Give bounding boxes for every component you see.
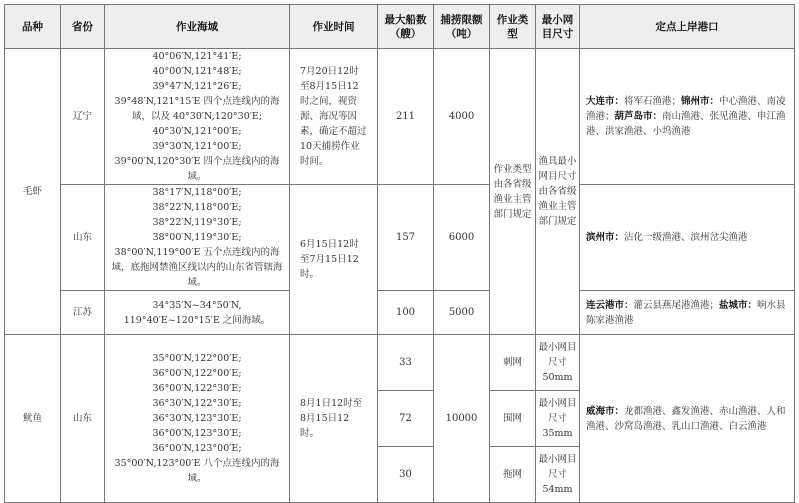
header-row <box>5 5 795 49</box>
ships-cell: 100 <box>378 291 434 335</box>
ports-cell <box>580 335 795 503</box>
ships-cell: 211 <box>378 49 434 185</box>
port-city: 葫芦岛市： <box>614 111 663 122</box>
mesh-cell: 渔具最小网目尺寸由各省级渔业主管部门规定 <box>536 49 580 335</box>
time-cell: 7月20日12时至8月15日12时之间，视资源、海况等因素，确定不超过10天捕捞作业时间。 <box>290 49 378 185</box>
mesh-cell: 最小网目尺寸54mm <box>536 447 580 503</box>
port-city: 大连市： <box>586 96 625 107</box>
area-cell: 35°00′N,122°00′E; 36°00′N,122°00′E; 36°00′N,122°30′E; 36°30′N,122°30′E; 36°30′N,123°30′E; 36°00′N,123°30′E; 36°00′N,123°00′E; 35°00′N,123°00′E 八个点连线内的海域。 <box>105 335 290 503</box>
area-cell: 34°35′N~34°50′N, 119°40′E~120°15′E 之间海域。 <box>105 291 290 335</box>
mesh-cell: 最小网目尺寸50mm <box>536 335 580 391</box>
ships-cell: 72 <box>378 391 434 447</box>
quota-cell: 10000 <box>434 335 490 503</box>
ports-cell <box>580 291 795 335</box>
port-city: 滨州市： <box>586 232 625 243</box>
port-list: 龙都渔港、鑫发渔港、赤山渔港、人和渔港、沙窝岛渔港、乳山口渔港、白云渔港 <box>586 405 786 432</box>
work-type-cell: 作业类型由各省级渔业主管部门规定 <box>490 49 536 335</box>
port-city: 锦州市： <box>681 96 720 107</box>
mesh-cell: 最小网目尺寸35mm <box>536 391 580 447</box>
header-species: 品种 <box>5 5 61 49</box>
quota-cell: 5000 <box>434 291 490 335</box>
quota-cell: 4000 <box>434 49 490 185</box>
work-type-cell: 刺网 <box>490 335 536 391</box>
area-cell: 38°17′N,118°00′E; 38°22′N,118°00′E; 38°22′N,119°30′E; 38°00′N,119°30′E; 38°00′N,119°00′E 五个点连线内的海域，底拖网禁渔区线以内的山东省管辖海域。 <box>105 185 290 291</box>
header-ports: 定点上岸港口 <box>580 5 795 49</box>
work-type-cell: 拖网 <box>490 447 536 503</box>
port-city: 盐城市： <box>719 299 758 311</box>
ships-cell: 33 <box>378 335 434 391</box>
work-type-cell: 围网 <box>490 391 536 447</box>
table-row <box>5 335 795 391</box>
header-time: 作业时间 <box>290 5 378 49</box>
header-quota: 捕捞限额（吨） <box>434 5 490 49</box>
port-city: 威海市： <box>586 405 625 417</box>
port-list: 南山渔港、张见渔港、申江渔港、洪家渔港、小坞渔港 <box>586 111 786 137</box>
header-province: 省份 <box>61 5 105 49</box>
port-list: 中心渔港、南凌渔港； <box>586 96 786 122</box>
province-cell: 山东 <box>61 335 105 503</box>
table-row <box>5 291 795 335</box>
quota-cell: 6000 <box>434 185 490 291</box>
port-list: 将军石渔港； <box>624 96 682 107</box>
province-cell: 辽宁 <box>61 49 105 185</box>
time-cell: 6月15日12时至7月15日12时。 <box>290 185 378 335</box>
species-cell: 毛虾 <box>5 49 61 335</box>
ports-cell <box>580 49 795 185</box>
table-row <box>5 49 795 185</box>
ports-cell <box>580 185 795 291</box>
table-row <box>5 185 795 291</box>
fishing-quota-table <box>4 4 795 503</box>
area-cell: 40°06′N,121°41′E; 40°00′N,121°48′E; 39°47′N,121°26′E; 39°48′N,121°15′E 四个点连线内的海域，以及 40°30′N,120°30′E; 40°30′N,121°00′E; 39°30′N,121°00′E; 39°00′N,120°30′E 四个点连线内的海域。 <box>105 49 290 185</box>
port-list: 灌云县燕尾港渔港； <box>633 299 720 311</box>
time-cell: 8月1日12时至8月15日12时。 <box>290 335 378 503</box>
port-list: 沾化一级渔港、滨州岔尖渔港 <box>624 232 748 243</box>
port-list: 响水县陈家港渔港 <box>586 299 786 326</box>
header-mesh: 最小网目尺寸 <box>536 5 580 49</box>
province-cell: 江苏 <box>61 291 105 335</box>
port-city: 连云港市： <box>586 299 634 311</box>
ships-cell: 30 <box>378 447 434 503</box>
species-cell: 鱿鱼 <box>5 335 61 503</box>
province-cell: 山东 <box>61 185 105 291</box>
header-work-type: 作业类型 <box>490 5 536 49</box>
header-max-ships: 最大船数（艘） <box>378 5 434 49</box>
ships-cell: 157 <box>378 185 434 291</box>
header-area: 作业海域 <box>105 5 290 49</box>
